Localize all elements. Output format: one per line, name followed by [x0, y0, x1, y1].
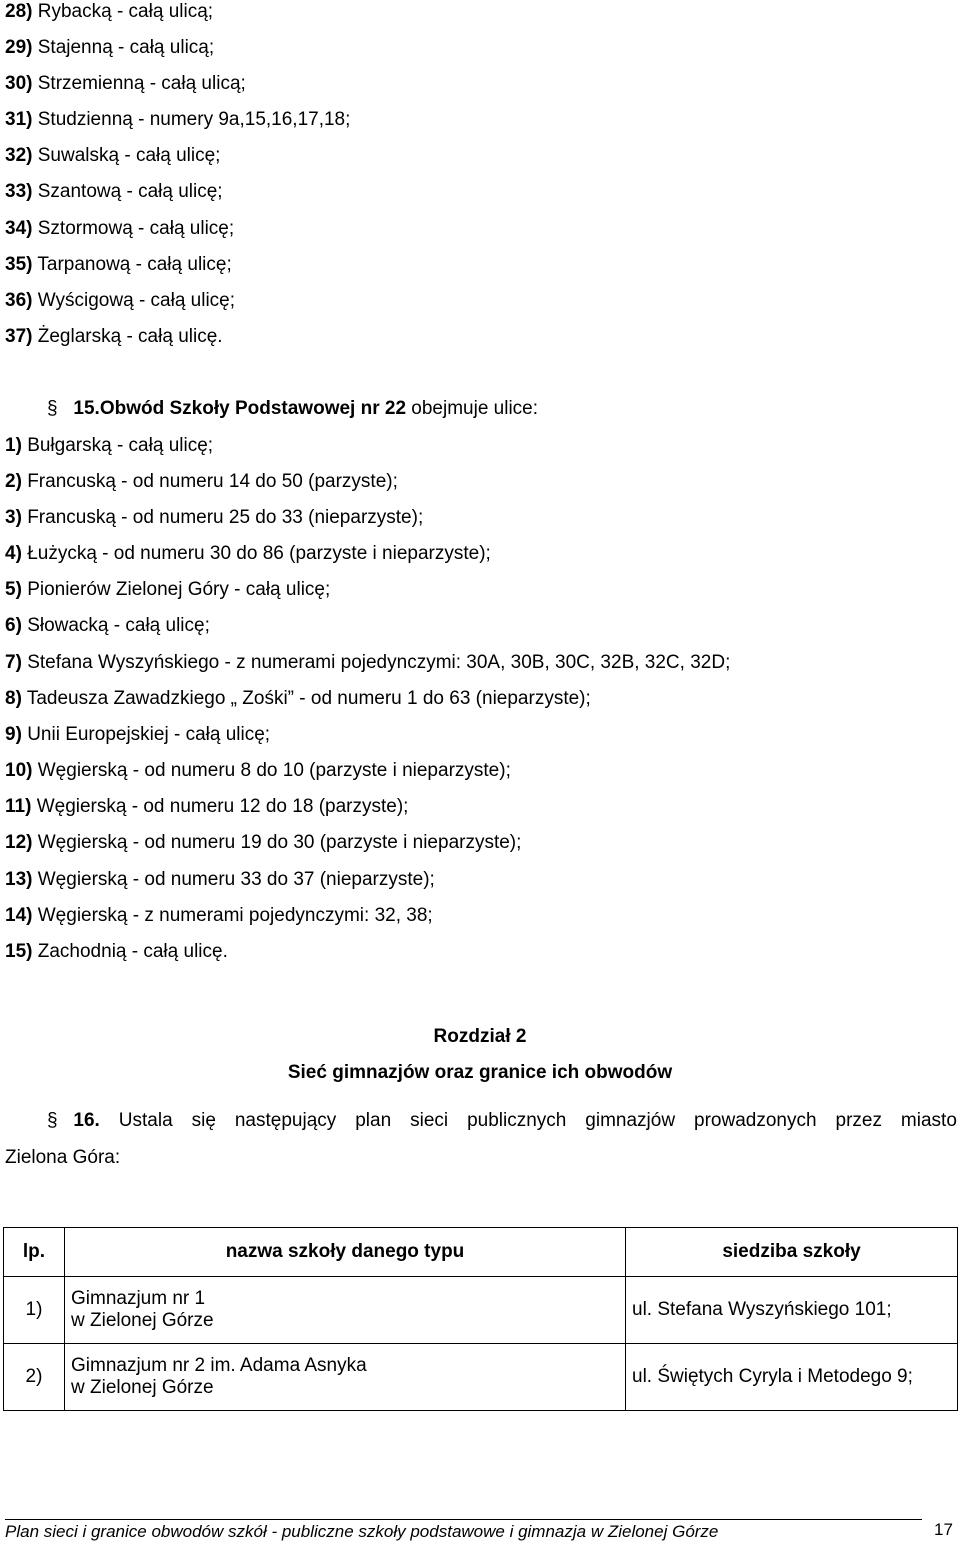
- list-item: 5) Pionierów Zielonej Góry - całą ulicę;: [5, 579, 331, 600]
- header-lp: lp.: [4, 1228, 65, 1277]
- table-header-row: [4, 1228, 958, 1277]
- header-school-seat: siedziba szkoły: [626, 1228, 958, 1277]
- list-item: 7) Stefana Wyszyńskiego - z numerami pojedynczymi: 30A, 30B, 30C, 32B, 32C, 32D;: [5, 652, 731, 673]
- list-item: 4) Łużycką - od numeru 30 do 86 (parzyste i nieparzyste);: [5, 543, 491, 564]
- list-item: 15) Zachodnią - całą ulicę.: [5, 941, 228, 962]
- header-school-name: nazwa szkoły danego typu: [65, 1228, 626, 1277]
- list-item: 30) Strzemienną - całą ulicą;: [5, 73, 246, 94]
- list-item: 31) Studzienną - numery 9a,15,16,17,18;: [5, 109, 351, 130]
- list-item: 8) Tadeusza Zawadzkiego „ Zośki” - od numeru 1 do 63 (nieparzyste);: [5, 688, 591, 709]
- table-row: 2) Gimnazjum nr 2 im. Adama Asnyka w Zielonej Górze ul. Świętych Cyryla i Metodego 9;: [4, 1344, 958, 1411]
- list-item: 6) Słowacką - całą ulicę;: [5, 615, 210, 636]
- list-item: 13) Węgierską - od numeru 33 do 37 (nieparzyste);: [5, 869, 435, 890]
- table-row: 1) Gimnazjum nr 1 w Zielonej Górze ul. Stefana Wyszyńskiego 101;: [4, 1277, 958, 1344]
- footer-divider: [5, 1519, 922, 1520]
- section-16-continuation: Zielona Góra:: [5, 1147, 121, 1168]
- section-symbol: §: [47, 398, 58, 419]
- list-item: 9) Unii Europejskiej - całą ulicę;: [5, 724, 271, 745]
- list-item: 14) Węgierską - z numerami pojedynczymi: 32, 38;: [5, 905, 433, 926]
- list-item: 37) Żeglarską - całą ulicę.: [5, 326, 223, 347]
- list-item: 34) Sztormową - całą ulicę;: [5, 218, 235, 239]
- list-item: 11) Węgierską - od numeru 12 do 18 (parzyste);: [5, 796, 409, 817]
- chapter-subtitle: Sieć gimnazjów oraz granice ich obwodów: [287, 1062, 673, 1083]
- section-15-title: 15.Obwód Szkoły Podstawowej nr 22: [73, 398, 407, 419]
- list-item: 35) Tarpanową - całą ulicę;: [5, 254, 232, 275]
- list-item: 1) Bułgarską - całą ulicę;: [5, 435, 214, 456]
- section-15-rest: obejmuje ulice:: [406, 398, 539, 419]
- list-item: 10) Węgierską - od numeru 8 do 10 (parzyste i nieparzyste);: [5, 760, 511, 781]
- section-symbol: §: [47, 1110, 58, 1131]
- page-number: 17: [934, 1520, 953, 1539]
- schools-table: [3, 1227, 958, 1411]
- chapter-title: Rozdział 2: [433, 1026, 527, 1047]
- footer-text: Plan sieci i granice obwodów szkół - publiczne szkoły podstawowe i gimnazja w Zielonej Górze: [5, 1522, 719, 1541]
- list-item: 2) Francuską - od numeru 14 do 50 (parzyste);: [5, 471, 398, 492]
- section-16-number: 16.: [73, 1110, 100, 1131]
- section-15-heading: [47, 398, 538, 420]
- list-item: 29) Stajenną - całą ulicą;: [5, 37, 215, 58]
- list-item: 32) Suwalską - całą ulicę;: [5, 145, 221, 166]
- list-item: 36) Wyścigową - całą ulicę;: [5, 290, 236, 311]
- list-item: 3) Francuską - od numeru 25 do 33 (nieparzyste);: [5, 507, 424, 528]
- section-16-paragraph: § 16. Ustala się następujący plan sieci publicznych gimnazjów prowadzonych przez miasto: [47, 1110, 957, 1131]
- list-item: 28) Rybacką - całą ulicą;: [5, 1, 214, 22]
- list-item: 12) Węgierską - od numeru 19 do 30 (parzyste i nieparzyste);: [5, 832, 522, 853]
- list-item: 33) Szantową - całą ulicę;: [5, 181, 223, 202]
